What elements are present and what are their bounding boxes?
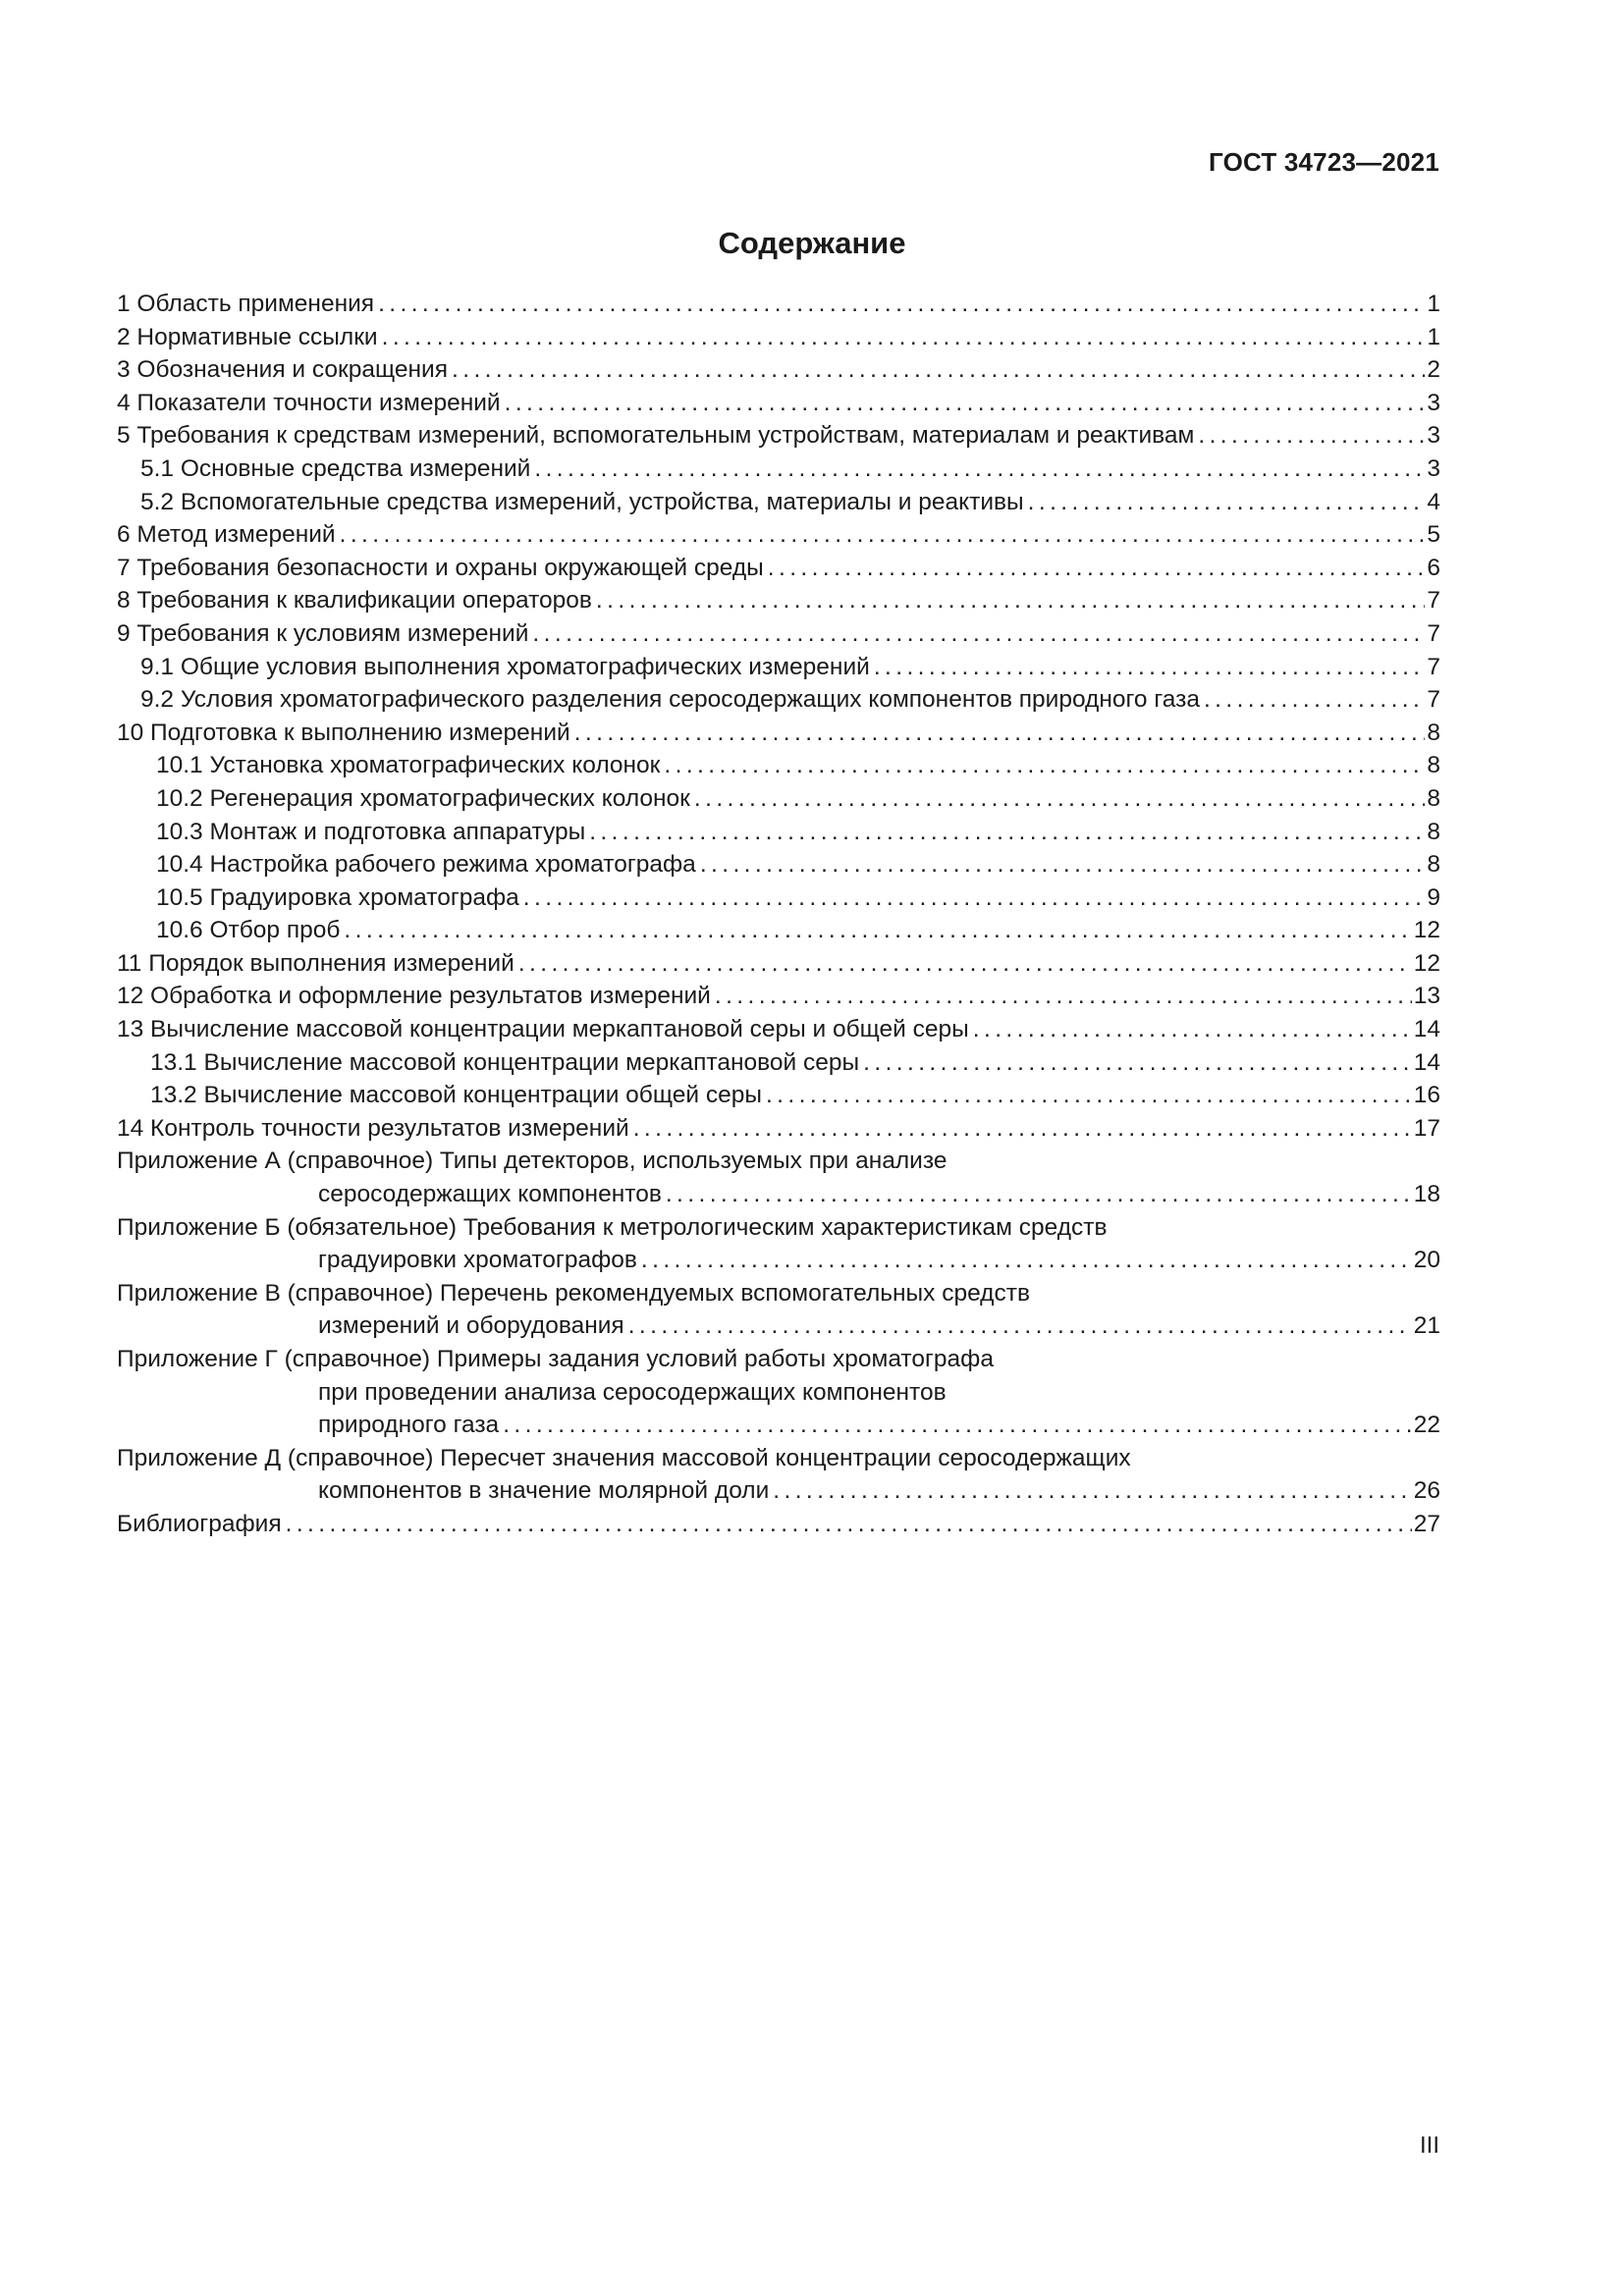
- dot-leader: [1028, 486, 1426, 519]
- dot-leader: [715, 980, 1412, 1013]
- toc-entry-page: 8: [1427, 752, 1440, 779]
- toc-entry-page: 13: [1413, 983, 1440, 1010]
- dot-leader: [505, 387, 1426, 420]
- toc-entry-page: 7: [1427, 619, 1440, 647]
- toc-entry[interactable]: [117, 683, 1440, 717]
- dot-leader: [532, 617, 1425, 651]
- toc-entry[interactable]: [117, 486, 1440, 519]
- toc-entry-page: 12: [1413, 949, 1440, 977]
- toc-entry-label: 7 Требования безопасности и охраны окружающей среды: [117, 554, 764, 581]
- toc-entry-label: Приложение Г (справочное) Примеры задания условий работы хроматографа: [117, 1346, 994, 1372]
- dot-leader: [1204, 683, 1425, 717]
- toc-entry-page: 8: [1427, 818, 1440, 845]
- toc-entry-label: Приложение В (справочное) Перечень рекомендуемых вспомогательных средств: [117, 1279, 1030, 1307]
- toc-entry-label: 9.1 Общие условия выполнения хроматографических измерений: [140, 653, 870, 680]
- toc-entry-label: Приложение А (справочное) Типы детекторов, используемых при анализе: [117, 1148, 947, 1175]
- toc-entry[interactable]: [117, 387, 1440, 420]
- toc-entry-page: 8: [1427, 784, 1440, 812]
- toc-entry-label: измерений и оборудования: [318, 1312, 624, 1340]
- toc-entry-label: 10.3 Монтаж и подготовка аппаратуры: [156, 818, 586, 845]
- dot-leader: [766, 1079, 1412, 1112]
- toc-line: [117, 1244, 1440, 1277]
- dot-leader: [973, 1013, 1412, 1046]
- toc-line: [117, 1309, 1440, 1343]
- toc-entry-label: 10.2 Регенерация хроматографических колонок: [156, 784, 690, 812]
- toc-entry-page: 9: [1427, 883, 1440, 911]
- toc-line: [117, 321, 1440, 354]
- toc-entry-label: Приложение Б (обязательное) Требования к метрологическим характеристикам средств: [117, 1213, 1108, 1241]
- toc-entry-label: 6 Метод измерений: [117, 521, 336, 549]
- dot-leader: [694, 782, 1425, 816]
- toc-line: [117, 782, 1440, 816]
- toc-entry-page: 7: [1427, 587, 1440, 614]
- toc-entry-page: 4: [1427, 488, 1440, 515]
- toc-entry-label: 9 Требования к условиям измерений: [117, 619, 529, 647]
- toc-entry-page: 12: [1413, 917, 1440, 944]
- toc-entry-label: 10 Подготовка к выполнению измерений: [117, 719, 570, 746]
- toc-line: [117, 1013, 1440, 1046]
- toc-entry-label: Библиография: [117, 1510, 282, 1537]
- toc-line: [117, 518, 1440, 552]
- toc-entry-page: 5: [1427, 521, 1440, 549]
- toc-entry-label: 10.1 Установка хроматографических колонок: [156, 752, 661, 779]
- page-number: III: [1419, 2132, 1439, 2159]
- toc-entry-label: 4 Показатели точности измерений: [117, 389, 501, 416]
- toc-entry-page: 14: [1413, 1048, 1440, 1076]
- dot-leader: [1198, 419, 1425, 453]
- toc-line: [117, 1112, 1440, 1146]
- dot-leader: [523, 881, 1426, 915]
- toc-line: [117, 651, 1440, 684]
- dot-leader: [382, 321, 1426, 354]
- toc-entry-label: природного газа: [318, 1412, 500, 1439]
- dot-leader: [344, 914, 1411, 947]
- toc-entry[interactable]: [117, 1112, 1440, 1146]
- toc-entry-label: 10.6 Отбор проб: [156, 917, 341, 944]
- toc-entry[interactable]: [117, 288, 1440, 321]
- toc-entry-page: 21: [1413, 1312, 1440, 1340]
- toc-entry-label: 9.2 Условия хроматографического разделения серосодержащих компонентов природного газа: [140, 686, 1200, 714]
- dot-leader: [452, 353, 1425, 387]
- dot-leader: [768, 552, 1426, 585]
- toc-entry[interactable]: [117, 1277, 1440, 1343]
- dot-leader: [633, 1112, 1412, 1146]
- toc-entry[interactable]: [117, 353, 1440, 387]
- dot-leader: [700, 848, 1426, 881]
- dot-leader: [340, 518, 1426, 552]
- dot-leader: [378, 288, 1425, 321]
- toc-entry-page: 1: [1427, 323, 1440, 350]
- dot-leader: [589, 816, 1425, 849]
- toc-line: [117, 1079, 1440, 1112]
- toc-entry[interactable]: [117, 717, 1440, 750]
- toc-entry-label: 3 Обозначения и сокращения: [117, 356, 449, 384]
- toc-entry-page: 18: [1413, 1181, 1440, 1208]
- toc-line: [117, 881, 1440, 915]
- dot-leader: [574, 717, 1426, 750]
- toc-entry-label: 11 Порядок выполнения измерений: [117, 949, 514, 977]
- toc-entry-page: 7: [1427, 686, 1440, 714]
- toc-entry[interactable]: [117, 1079, 1440, 1112]
- toc-line: [117, 552, 1440, 585]
- toc-entry-label: при проведении анализа серосодержащих компонентов: [318, 1378, 947, 1406]
- toc-entry[interactable]: [117, 1046, 1440, 1080]
- toc-line: [117, 947, 1440, 981]
- toc-line: [117, 980, 1440, 1013]
- toc-line: [117, 1046, 1440, 1080]
- toc-entry[interactable]: [117, 1343, 1440, 1442]
- toc-entry[interactable]: [117, 651, 1440, 684]
- toc-entry-page: 3: [1427, 422, 1440, 450]
- toc-line: [117, 1474, 1440, 1508]
- toc-entry[interactable]: [117, 914, 1440, 947]
- dot-leader: [641, 1244, 1412, 1277]
- toc-line: [117, 1508, 1440, 1541]
- toc-entry[interactable]: [117, 1013, 1440, 1046]
- dot-leader: [596, 584, 1425, 617]
- toc-entry-page: 17: [1413, 1114, 1440, 1142]
- toc-entry[interactable]: [117, 617, 1440, 651]
- table-of-contents: [117, 288, 1440, 1541]
- toc-entry[interactable]: [117, 749, 1440, 782]
- dot-leader: [534, 453, 1425, 486]
- toc-entry-page: 7: [1427, 653, 1440, 680]
- dot-leader: [628, 1309, 1412, 1343]
- toc-entry-label: 13.1 Вычисление массовой концентрации меркаптановой серы: [150, 1048, 860, 1076]
- toc-entry-page: 3: [1427, 454, 1440, 482]
- toc-line: [117, 816, 1440, 849]
- toc-entry-label: 14 Контроль точности результатов измерений: [117, 1114, 629, 1142]
- toc-entry-page: 16: [1413, 1082, 1440, 1109]
- toc-line: [117, 848, 1440, 881]
- toc-entry-label: 2 Нормативные ссылки: [117, 323, 378, 350]
- toc-line: [117, 486, 1440, 519]
- dot-leader: [664, 749, 1425, 782]
- toc-entry-label: 12 Обработка и оформление результатов измерений: [117, 983, 711, 1010]
- toc-entry[interactable]: [117, 947, 1440, 981]
- toc-entry-label: 5 Требования к средствам измерений, вспомогательным устройствам, материалам и реактивам: [117, 422, 1195, 450]
- toc-entry[interactable]: [117, 1442, 1440, 1508]
- toc-entry-label: градуировки хроматографов: [318, 1247, 637, 1274]
- toc-entry-page: 2: [1427, 356, 1440, 384]
- toc-entry[interactable]: [117, 881, 1440, 915]
- dot-leader: [518, 947, 1412, 981]
- toc-entry-page: 3: [1427, 389, 1440, 416]
- toc-entry-page: 22: [1413, 1412, 1440, 1439]
- toc-entry-label: Приложение Д (справочное) Пересчет значения массовой концентрации серосодержащих: [117, 1444, 1131, 1471]
- toc-entry-page: 1: [1427, 291, 1440, 317]
- toc-line: [117, 453, 1440, 486]
- toc-entry[interactable]: [117, 816, 1440, 849]
- toc-entry-label: 5.1 Основные средства измерений: [140, 454, 531, 482]
- page-title: Содержание: [718, 226, 906, 260]
- toc-line: [117, 419, 1440, 453]
- toc-line: [117, 1409, 1440, 1442]
- toc-entry-label: 1 Область применения: [117, 291, 375, 317]
- toc-entry-label: компонентов в значение молярной доли: [318, 1477, 770, 1505]
- toc-entry[interactable]: [117, 1508, 1440, 1541]
- toc-entry-page: 27: [1413, 1510, 1440, 1537]
- dot-leader: [503, 1409, 1412, 1442]
- toc-entry[interactable]: [117, 980, 1440, 1013]
- dot-leader: [773, 1474, 1411, 1508]
- toc-entry-page: 8: [1427, 719, 1440, 746]
- toc-entry-page: 14: [1413, 1016, 1440, 1043]
- toc-entry-label: 13.2 Вычисление массовой концентрации общей серы: [150, 1082, 762, 1109]
- dot-leader: [863, 1046, 1412, 1080]
- document-code: ГОСТ 34723—2021: [1209, 147, 1439, 177]
- toc-entry[interactable]: [117, 1211, 1440, 1277]
- toc-entry-page: 6: [1427, 554, 1440, 581]
- toc-entry-page: 8: [1427, 851, 1440, 879]
- toc-entry-page: 26: [1413, 1477, 1440, 1505]
- toc-entry-label: 8 Требования к квалификации операторов: [117, 587, 592, 614]
- toc-entry-label: 5.2 Вспомогательные средства измерений, устройства, материалы и реактивы: [140, 488, 1024, 515]
- toc-line: [117, 717, 1440, 750]
- toc-line: [117, 387, 1440, 420]
- toc-entry-label: 10.5 Градуировка хроматографа: [156, 883, 519, 911]
- toc-entry[interactable]: [117, 848, 1440, 881]
- toc-line: [117, 617, 1440, 651]
- toc-entry[interactable]: [117, 419, 1440, 453]
- dot-leader: [666, 1178, 1412, 1211]
- dot-leader: [286, 1508, 1412, 1541]
- toc-entry[interactable]: [117, 782, 1440, 816]
- toc-entry[interactable]: [117, 584, 1440, 617]
- toc-line: [117, 914, 1440, 947]
- toc-entry[interactable]: [117, 453, 1440, 486]
- toc-entry-page: 20: [1413, 1247, 1440, 1274]
- toc-line: [117, 353, 1440, 387]
- toc-line: [117, 1178, 1440, 1211]
- toc-line: [117, 749, 1440, 782]
- toc-entry[interactable]: [117, 552, 1440, 585]
- toc-entry-label: серосодержащих компонентов: [318, 1181, 662, 1208]
- toc-line: [117, 584, 1440, 617]
- toc-line: [117, 683, 1440, 717]
- toc-entry[interactable]: [117, 321, 1440, 354]
- toc-entry[interactable]: [117, 518, 1440, 552]
- dot-leader: [874, 651, 1426, 684]
- toc-entry-label: 13 Вычисление массовой концентрации меркаптановой серы и общей серы: [117, 1016, 969, 1043]
- toc-line: [117, 288, 1440, 321]
- toc-entry-label: 10.4 Настройка рабочего режима хроматографа: [156, 851, 696, 879]
- toc-entry[interactable]: [117, 1145, 1440, 1210]
